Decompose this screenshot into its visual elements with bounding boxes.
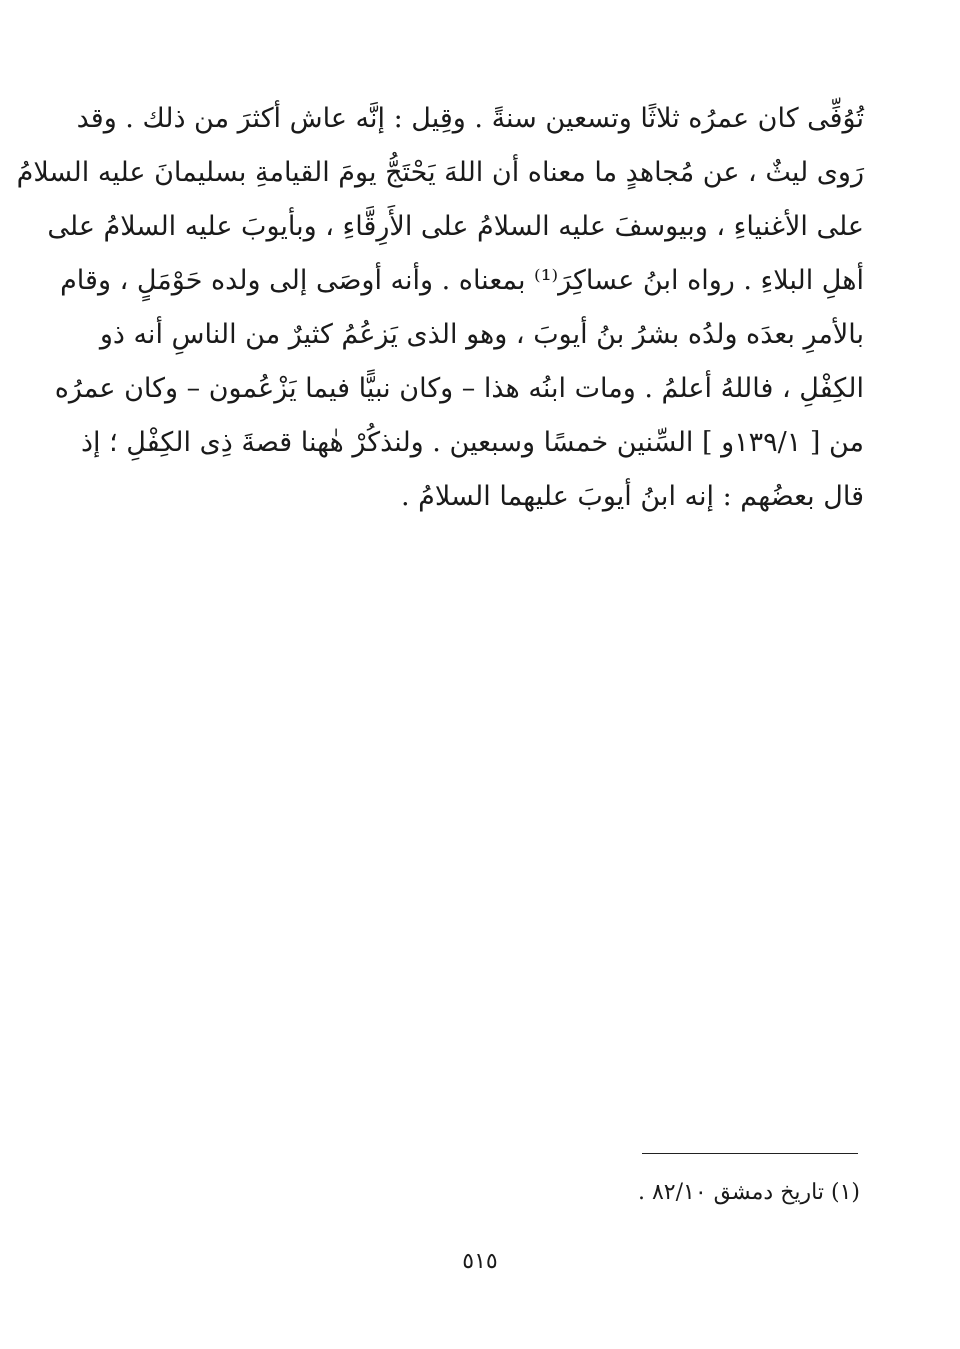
footnote-divider — [642, 1153, 858, 1154]
text-line-8: قال بعضُهم : إنه ابنُ أيوبَ عليهما السلامُ . — [400, 481, 864, 512]
footnote: (١) تاريخ دمشق ٨٢/١٠ . — [637, 1180, 860, 1205]
text-line-2: رَوى ليثٌ ، عن مُجاهدٍ ما معناه أن اللهَ يَحْتَجُّ يومَ القيامةِ بسليمانَ عليه السلامُ — [16, 157, 864, 188]
text-line-7: من [ ١٣٩/١و ] السِّنين خمسًا وسبعين . ولنذكُرْ هٰهنا قصةَ ذِى الكِفْلِ ؛ إذ — [81, 427, 864, 458]
text-line-1: تُوُفِّى كان عمرُه ثلاثًا وتسعين سنةً . وقِيل : إنَّه عاش أكثرَ من ذلك . وقد — [76, 103, 864, 134]
text-line-3: على الأغنياءِ ، وبيوسفَ عليه السلامُ على الأَرِقَّاءِ ، وبأيوبَ عليه السلامُ على — [47, 211, 864, 242]
text-line-6: الكِفْلِ ، فاللهُ أعلمُ . ومات ابنُه هذا – وكان نبيًّا فيما يَزْعُمون – وكان عمرُه — [54, 373, 864, 404]
page-number: ٥١٥ — [462, 1249, 498, 1274]
text-line-5: بالأمرِ بعدَه ولدُه بشرُ بنُ أيوبَ ، وهو الذى يَزعُمُ كثيرٌ من الناسِ أنه ذو — [99, 319, 864, 350]
main-text-block — [16, 92, 864, 524]
text-line-4: أهلِ البلاءِ . رواه ابنُ عساكِرَ⁽¹⁾ بمعناه . وأنه أوصَى إلى ولده حَوْمَلٍ ، وقام — [60, 265, 864, 296]
